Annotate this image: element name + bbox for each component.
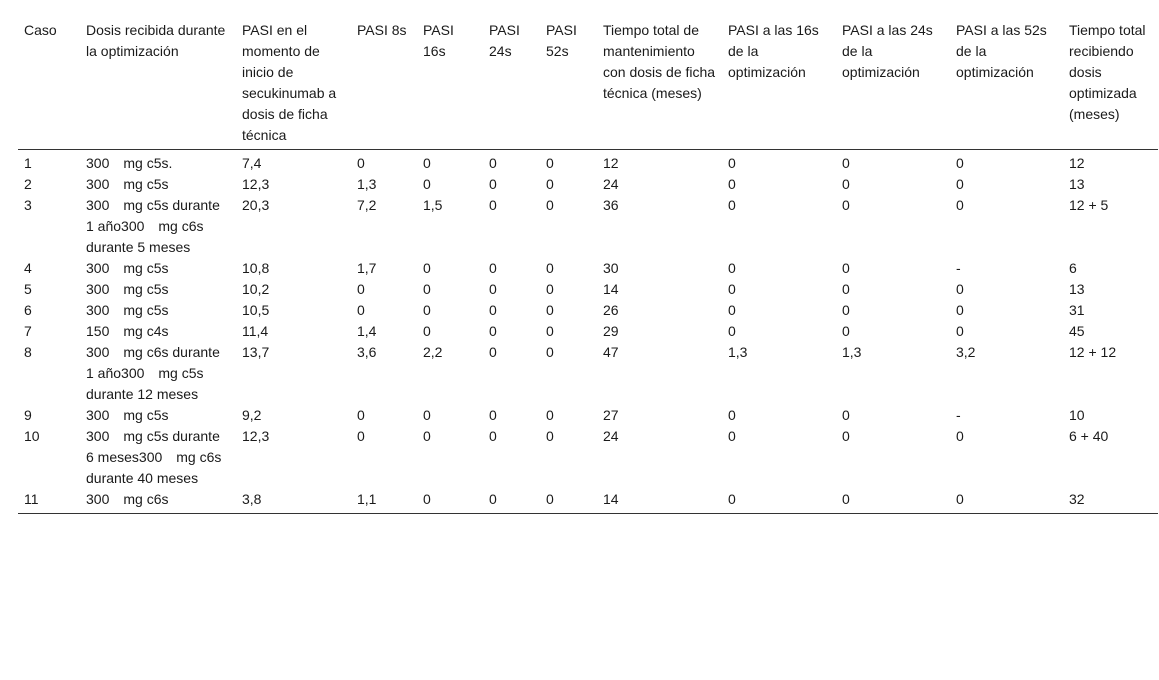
header-dosis: Dosis recibida durante la optimización [80,20,236,150]
cell-pasi-16s: 1,5 [423,197,443,213]
cell-opt-16s: 0 [728,302,736,318]
table-row [18,150,1158,175]
cell-pasi-24s: 0 [489,281,497,297]
table-row [18,174,1158,195]
cell-tiempo-mantenimiento: 27 [603,407,619,423]
cell-tiempo-mantenimiento: 36 [603,197,619,213]
cell-opt-16s: 0 [728,197,736,213]
cell-opt-16s: 0 [728,323,736,339]
cell-pasi-24s: 0 [489,428,497,444]
cell-tiempo-optimizada: 13 [1069,176,1085,192]
cell-pasi-inicio: 10,5 [242,302,270,318]
cell-dosis: 300 mg c5s durante 6 meses300 mg c6s durante 40 meses [86,428,222,486]
cell-pasi-52s: 0 [546,176,554,192]
cell-pasi-24s: 0 [489,302,497,318]
cell-dosis: 300 mg c6s [80,489,236,514]
cell-dosis: 300 mg c5s [86,407,169,423]
cell-pasi-24s: 0 [489,155,497,171]
cell-opt-52s: 0 [956,428,964,444]
cell-pasi-inicio: 12,3 [242,428,270,444]
header-pasi-inicio: PASI en el momento de inicio de secukinumab a dosis de ficha técnica [236,20,351,150]
cell-pasi-16s: 0 [423,407,431,423]
cell-opt-52s: 0 [956,176,964,192]
cell-opt-24s: 0 [842,281,850,297]
cell-opt-52s: 0 [950,489,1063,514]
table-row [18,405,1158,426]
cell-pasi-52s: 0 [546,197,554,213]
cell-pasi-8s: 0 [357,407,365,423]
cell-pasi-8s: 1,1 [351,489,417,514]
cell-pasi-16s: 0 [423,302,431,318]
cell-opt-24s: 0 [842,302,850,318]
cell-opt-16s: 0 [728,260,736,276]
cell-pasi-8s: 0 [357,302,365,318]
cell-dosis: 300 mg c5s. [86,155,173,171]
cell-pasi-24s: 0 [489,260,497,276]
cell-pasi-16s: 2,2 [423,344,443,360]
cell-pasi-16s: 0 [423,176,431,192]
cell-pasi-inicio: 3,8 [236,489,351,514]
cell-pasi-inicio: 10,2 [242,281,270,297]
table-row [18,300,1158,321]
cell-caso: 6 [24,302,32,318]
cell-tiempo-optimizada: 6 [1069,260,1077,276]
cell-dosis: 300 mg c5s [86,302,169,318]
cell-opt-24s: 0 [836,489,950,514]
header-caso: Caso [18,20,80,150]
cell-pasi-8s: 1,7 [357,260,377,276]
cell-pasi-52s: 0 [546,407,554,423]
cell-tiempo-optimizada: 32 [1063,489,1158,514]
cell-pasi-8s: 7,2 [357,197,377,213]
cell-opt-24s: 0 [842,155,850,171]
cell-dosis: 300 mg c5s [86,176,169,192]
cell-tiempo-mantenimiento: 14 [597,489,722,514]
header-opt-16s: PASI a las 16s de la optimización [722,20,836,150]
header-pasi-8s: PASI 8s [351,20,417,150]
cell-caso: 8 [24,344,32,360]
cell-opt-52s: 0 [956,302,964,318]
cell-caso: 11 [18,489,80,514]
table-row [18,279,1158,300]
cell-tiempo-optimizada: 31 [1069,302,1085,318]
cell-opt-16s: 0 [728,155,736,171]
cell-pasi-inicio: 11,4 [242,323,269,339]
cell-pasi-24s: 0 [483,489,540,514]
cell-opt-16s: 0 [728,407,736,423]
cell-pasi-inicio: 9,2 [242,407,262,423]
cell-pasi-inicio: 12,3 [242,176,270,192]
cell-pasi-52s: 0 [546,302,554,318]
cell-dosis: 150 mg c4s [86,323,169,339]
cell-pasi-24s: 0 [489,176,497,192]
cell-opt-24s: 0 [842,323,850,339]
header-tiempo-optimizada: Tiempo total recibiendo dosis optimizada (meses) [1063,20,1158,150]
cell-pasi-52s: 0 [546,260,554,276]
cell-opt-24s: 0 [842,428,850,444]
cell-opt-16s: 0 [728,428,736,444]
cell-tiempo-mantenimiento: 47 [603,344,619,360]
header-pasi-24s: PASI 24s [483,20,540,150]
cell-pasi-52s: 0 [546,155,554,171]
cell-tiempo-mantenimiento: 24 [603,428,619,444]
cell-tiempo-mantenimiento: 14 [603,281,619,297]
header-opt-24s: PASI a las 24s de la optimización [836,20,950,150]
table-body [18,150,1158,514]
cell-pasi-52s: 0 [546,281,554,297]
cell-opt-52s: 0 [956,281,964,297]
cell-pasi-8s: 0 [357,281,365,297]
table-row [18,258,1158,279]
cases-table [18,20,1158,514]
cell-pasi-16s: 0 [423,155,431,171]
cell-tiempo-optimizada: 12 + 5 [1069,197,1109,213]
header-tiempo-mantenimiento: Tiempo total de mantenimiento con dosis de ficha técnica (meses) [597,20,722,150]
cell-tiempo-mantenimiento: 26 [603,302,619,318]
cell-pasi-8s: 0 [357,428,365,444]
cell-pasi-inicio: 13,7 [242,344,270,360]
table-container [18,20,1158,514]
cell-tiempo-optimizada: 12 + 12 [1069,344,1117,360]
cell-pasi-52s: 0 [546,428,554,444]
cell-opt-52s: 3,2 [956,344,976,360]
cell-caso: 2 [24,176,32,192]
cell-pasi-24s: 0 [489,197,497,213]
cell-opt-52s: 0 [956,323,964,339]
cell-opt-52s: - [956,407,961,423]
cell-pasi-24s: 0 [489,344,497,360]
cell-pasi-16s: 0 [423,281,431,297]
table-row [18,489,1158,514]
cell-tiempo-mantenimiento: 30 [603,260,619,276]
cell-pasi-52s: 0 [540,489,597,514]
header-pasi-52s: PASI 52s [540,20,597,150]
cell-pasi-inicio: 7,4 [242,155,262,171]
cell-opt-24s: 0 [842,197,850,213]
cell-caso: 10 [24,428,40,444]
cell-caso: 5 [24,281,32,297]
cell-pasi-24s: 0 [489,407,497,423]
header-opt-52s: PASI a las 52s de la optimización [950,20,1063,150]
cell-tiempo-mantenimiento: 29 [603,323,619,339]
table-row [18,321,1158,342]
cell-opt-16s: 0 [722,489,836,514]
header-pasi-16s: PASI 16s [417,20,483,150]
cell-pasi-24s: 0 [489,323,497,339]
cell-opt-52s: 0 [956,197,964,213]
cell-caso: 3 [24,197,32,213]
cell-pasi-inicio: 20,3 [242,197,270,213]
cell-tiempo-optimizada: 6 + 40 [1069,428,1109,444]
cell-tiempo-optimizada: 13 [1069,281,1085,297]
cell-caso: 7 [24,323,32,339]
cell-pasi-52s: 0 [546,344,554,360]
table-row [18,195,1158,258]
cell-dosis: 300 mg c5s [86,260,169,276]
cell-tiempo-mantenimiento: 24 [603,176,619,192]
cell-pasi-16s: 0 [423,323,431,339]
table-row [18,342,1158,405]
cell-pasi-inicio: 10,8 [242,260,270,276]
cell-tiempo-optimizada: 12 [1069,155,1085,171]
cell-caso: 9 [24,407,32,423]
header-row [18,20,1158,150]
cell-dosis: 300 mg c5s [86,281,169,297]
cell-caso: 1 [24,155,32,171]
cell-dosis: 300 mg c5s durante 1 año300 mg c6s durante 5 meses [86,197,220,255]
cell-tiempo-mantenimiento: 12 [603,155,619,171]
cell-pasi-16s: 0 [423,428,431,444]
cell-dosis: 300 mg c6s durante 1 año300 mg c5s durante 12 meses [86,344,220,402]
cell-opt-24s: 1,3 [842,344,862,360]
cell-opt-24s: 0 [842,260,850,276]
cell-tiempo-optimizada: 45 [1069,323,1085,339]
cell-opt-52s: - [956,260,961,276]
cell-opt-24s: 0 [842,176,850,192]
cell-opt-16s: 0 [728,281,736,297]
cell-pasi-8s: 1,3 [357,176,377,192]
cell-pasi-8s: 0 [357,155,365,171]
cell-pasi-16s: 0 [423,260,431,276]
cell-opt-52s: 0 [956,155,964,171]
cell-pasi-8s: 1,4 [357,323,377,339]
cell-pasi-52s: 0 [546,323,554,339]
cell-tiempo-optimizada: 10 [1069,407,1085,423]
cell-pasi-8s: 3,6 [357,344,377,360]
cell-opt-16s: 1,3 [728,344,748,360]
table-row [18,426,1158,489]
cell-opt-16s: 0 [728,176,736,192]
cell-caso: 4 [24,260,32,276]
cell-opt-24s: 0 [842,407,850,423]
cell-pasi-16s: 0 [417,489,483,514]
